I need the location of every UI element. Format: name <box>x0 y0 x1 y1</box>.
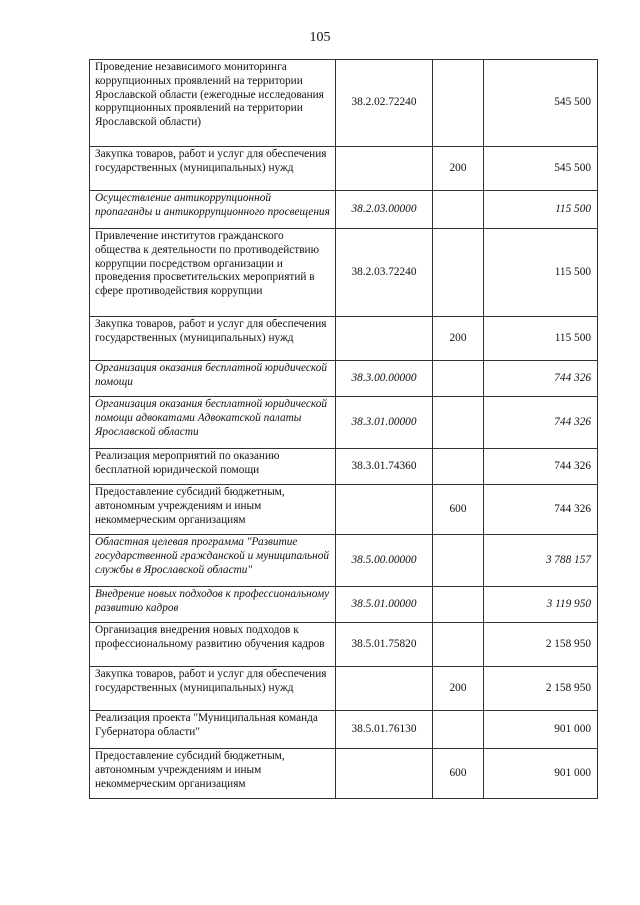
row-expense-type: 600 <box>433 749 484 799</box>
row-amount: 901 000 <box>484 711 598 749</box>
row-amount: 115 500 <box>484 191 598 229</box>
row-name: Предоставление субсидий бюджетным, автономным учреждениям и иным некоммерческим организациям <box>90 749 336 799</box>
table-row <box>90 191 598 229</box>
row-amount: 744 326 <box>484 397 598 449</box>
row-code: 38.5.01.76130 <box>336 711 433 749</box>
row-amount: 2 158 950 <box>484 667 598 711</box>
row-name: Реализация мероприятий по оказанию бесплатной юридической помощи <box>90 449 336 485</box>
row-expense-type <box>433 449 484 485</box>
row-code: 38.3.01.00000 <box>336 397 433 449</box>
table-row <box>90 711 598 749</box>
row-name: Внедрение новых подходов к профессиональному развитию кадров <box>90 587 336 623</box>
row-amount: 901 000 <box>484 749 598 799</box>
row-code: 38.3.00.00000 <box>336 361 433 397</box>
table-row <box>90 749 598 799</box>
row-code <box>336 317 433 361</box>
row-amount: 744 326 <box>484 449 598 485</box>
row-expense-type: 200 <box>433 147 484 191</box>
row-amount: 545 500 <box>484 60 598 147</box>
row-name: Закупка товаров, работ и услуг для обеспечения государственных (муниципальных) нужд <box>90 667 336 711</box>
table-row <box>90 147 598 191</box>
row-expense-type <box>433 361 484 397</box>
row-name: Реализация проекта "Муниципальная команда Губернатора области" <box>90 711 336 749</box>
row-code <box>336 667 433 711</box>
table-row <box>90 317 598 361</box>
table-row <box>90 449 598 485</box>
table-row <box>90 60 598 147</box>
row-code: 38.3.01.74360 <box>336 449 433 485</box>
row-name: Областная целевая программа "Развитие государственной гражданской и муниципальной службы в Ярославской области" <box>90 535 336 587</box>
row-expense-type <box>433 60 484 147</box>
row-name: Организация оказания бесплатной юридической помощи адвокатами Адвокатской палаты Ярославской области <box>90 397 336 449</box>
row-name: Осуществление антикоррупционной пропаганды и антикоррупционного просвещения <box>90 191 336 229</box>
row-name: Привлечение институтов гражданского общества к деятельности по противодействию коррупции посредством организации и проведения просветительских мероприятий в сфере противодействия коррупции <box>90 229 336 317</box>
row-code: 38.2.03.72240 <box>336 229 433 317</box>
row-expense-type <box>433 229 484 317</box>
page-number: 105 <box>309 30 331 45</box>
row-amount: 3 119 950 <box>484 587 598 623</box>
row-expense-type: 200 <box>433 317 484 361</box>
row-amount: 115 500 <box>484 317 598 361</box>
row-name: Закупка товаров, работ и услуг для обеспечения государственных (муниципальных) нужд <box>90 317 336 361</box>
row-code: 38.5.00.00000 <box>336 535 433 587</box>
budget-table <box>89 59 598 799</box>
budget-table-body <box>90 60 598 799</box>
row-amount: 744 326 <box>484 361 598 397</box>
row-code <box>336 749 433 799</box>
row-code: 38.2.02.72240 <box>336 60 433 147</box>
row-amount: 115 500 <box>484 229 598 317</box>
table-row <box>90 667 598 711</box>
table-row <box>90 397 598 449</box>
row-name: Закупка товаров, работ и услуг для обеспечения государственных (муниципальных) нужд <box>90 147 336 191</box>
table-row <box>90 535 598 587</box>
row-expense-type <box>433 191 484 229</box>
table-row <box>90 587 598 623</box>
table-row <box>90 229 598 317</box>
table-row <box>90 361 598 397</box>
row-expense-type <box>433 535 484 587</box>
row-expense-type: 200 <box>433 667 484 711</box>
row-code: 38.5.01.75820 <box>336 623 433 667</box>
row-expense-type <box>433 587 484 623</box>
row-name: Организация оказания бесплатной юридической помощи <box>90 361 336 397</box>
row-code: 38.2.03.00000 <box>336 191 433 229</box>
row-code: 38.5.01.00000 <box>336 587 433 623</box>
row-amount: 545 500 <box>484 147 598 191</box>
row-name: Предоставление субсидий бюджетным, автономным учреждениям и иным некоммерческим организациям <box>90 485 336 535</box>
row-expense-type: 600 <box>433 485 484 535</box>
row-amount: 2 158 950 <box>484 623 598 667</box>
row-amount: 3 788 157 <box>484 535 598 587</box>
row-code <box>336 147 433 191</box>
row-code <box>336 485 433 535</box>
row-expense-type <box>433 623 484 667</box>
row-expense-type <box>433 397 484 449</box>
row-name: Проведение независимого мониторинга коррупционных проявлений на территории Ярославской области (ежегодные исследования коррупционных проявлений на территории Ярославской области) <box>90 60 336 147</box>
table-row <box>90 485 598 535</box>
row-name: Организация внедрения новых подходов к профессиональному развитию обучения кадров <box>90 623 336 667</box>
row-amount: 744 326 <box>484 485 598 535</box>
table-row <box>90 623 598 667</box>
row-expense-type <box>433 711 484 749</box>
